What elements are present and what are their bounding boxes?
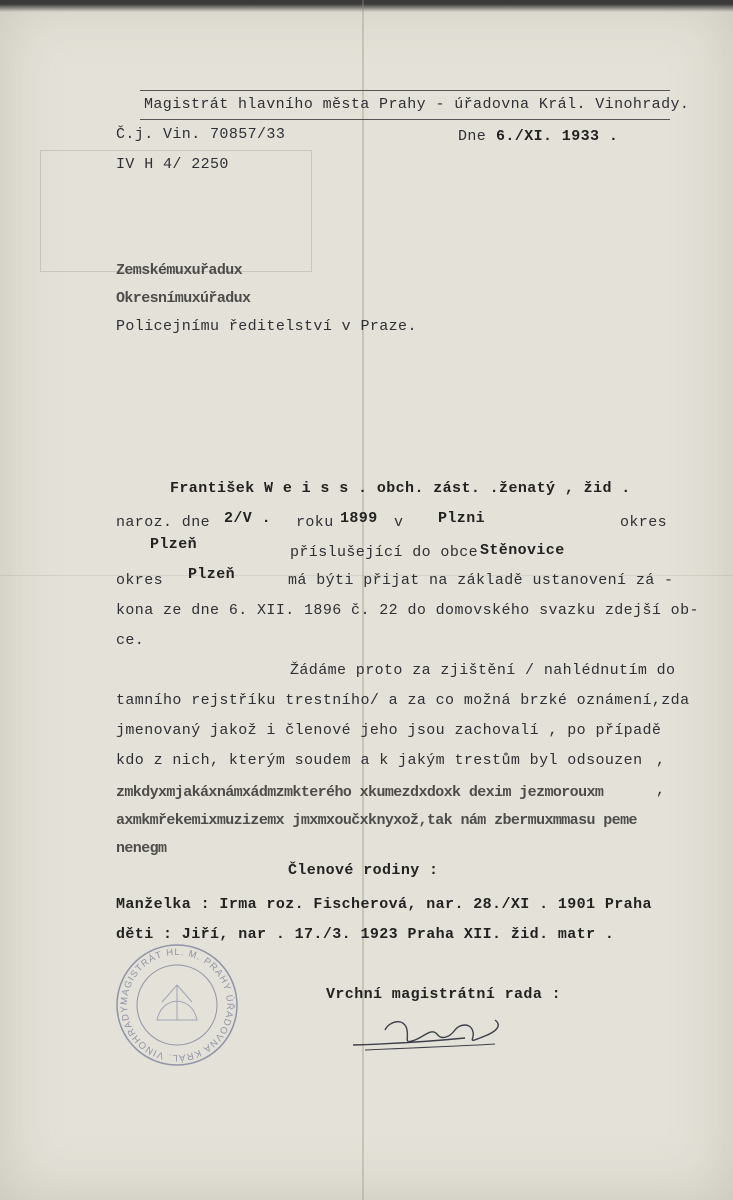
belong-label: příslušející do obce <box>290 544 479 561</box>
trailing-comma-1: , <box>656 752 666 769</box>
district-value-2: Plzeň <box>188 566 236 583</box>
born-year: 1899 <box>340 510 378 527</box>
year-label: roku <box>296 514 334 531</box>
in-label: v <box>394 514 404 531</box>
request-line-2: tamního rejstříku trestního/ a za co možná brzké oznámení,zda <box>116 692 690 709</box>
family-children: děti : Jiří, nar . 17./3. 1923 Praha XII. žid. matr . <box>116 926 615 943</box>
official-seal-icon <box>112 940 242 1070</box>
file-code: IV H 4/ 2250 <box>116 156 229 173</box>
struck-line-2: axmkmřekemixmuzizemx jmxmxoučxknyxož,tak nám zbermuxmmasu peme <box>116 812 637 829</box>
struck-line-1: zmkdyxmjakáxnámxádmzmkterého xkumezdxdoxk dexim jezmorouxm <box>116 784 604 801</box>
struck-addressee-1: Zemskémuxuřadux <box>116 262 243 279</box>
request-line-4: kdo z nich, kterým soudem a k jakým trestům byl odsouzen <box>116 752 643 769</box>
born-day: 2/V . <box>224 510 272 527</box>
reference-number: Č.j. Vin. 70857/33 <box>116 126 286 143</box>
district-label: okres <box>620 514 668 531</box>
born-place: Plzni <box>438 510 486 527</box>
header-rule-bottom <box>140 119 670 120</box>
district-value: Plzeň <box>150 536 198 553</box>
request-line-3: jmenovaný jakož i členové jeho jsou zachovalí , po případě <box>116 722 662 739</box>
request-line-1: Žádáme proto za zjištění / nahlédnutím do <box>290 662 676 679</box>
trailing-comma-2: , <box>656 782 666 799</box>
belong-value: Stěnovice <box>480 542 565 559</box>
family-heading: Členové rodiny : <box>288 862 439 879</box>
body-line-d: kona ze dne 6. XII. 1896 č. 22 do domovského svazku zdejší ob- <box>116 602 699 619</box>
signatory-title: Vrchní magistrátní rada : <box>326 986 562 1003</box>
district-label-2: okres <box>116 572 164 589</box>
body-line-c: má býti přijat na základě ustanovení zá - <box>288 572 674 589</box>
date-value: 6./XI. 1933 . <box>496 128 619 145</box>
struck-line-3: nenegm <box>116 840 167 857</box>
person-line: František W e i s s . obch. zást. .ženatý , žid . <box>170 480 631 497</box>
born-label: naroz. dne <box>116 514 211 531</box>
recipient: Policejnímu ředitelství v Praze. <box>116 318 417 335</box>
issuing-office: Magistrát hlavního města Prahy - úřadovna Král. Vinohrady. <box>144 96 690 113</box>
date-label: Dne <box>458 128 487 145</box>
header-rule-top <box>140 90 670 91</box>
seal-text: MAGISTRÁT HL. M. PRAHY ÚŘADOVNA KRÁL. VINOHRADY <box>118 946 236 1064</box>
handwritten-signature <box>345 1000 515 1060</box>
struck-addressee-2: Okresnímuxúřadux <box>116 290 251 307</box>
family-wife: Manželka : Irma roz. Fischerová, nar. 28./XI . 1901 Praha <box>116 896 652 913</box>
body-line-e: ce. <box>116 632 145 649</box>
